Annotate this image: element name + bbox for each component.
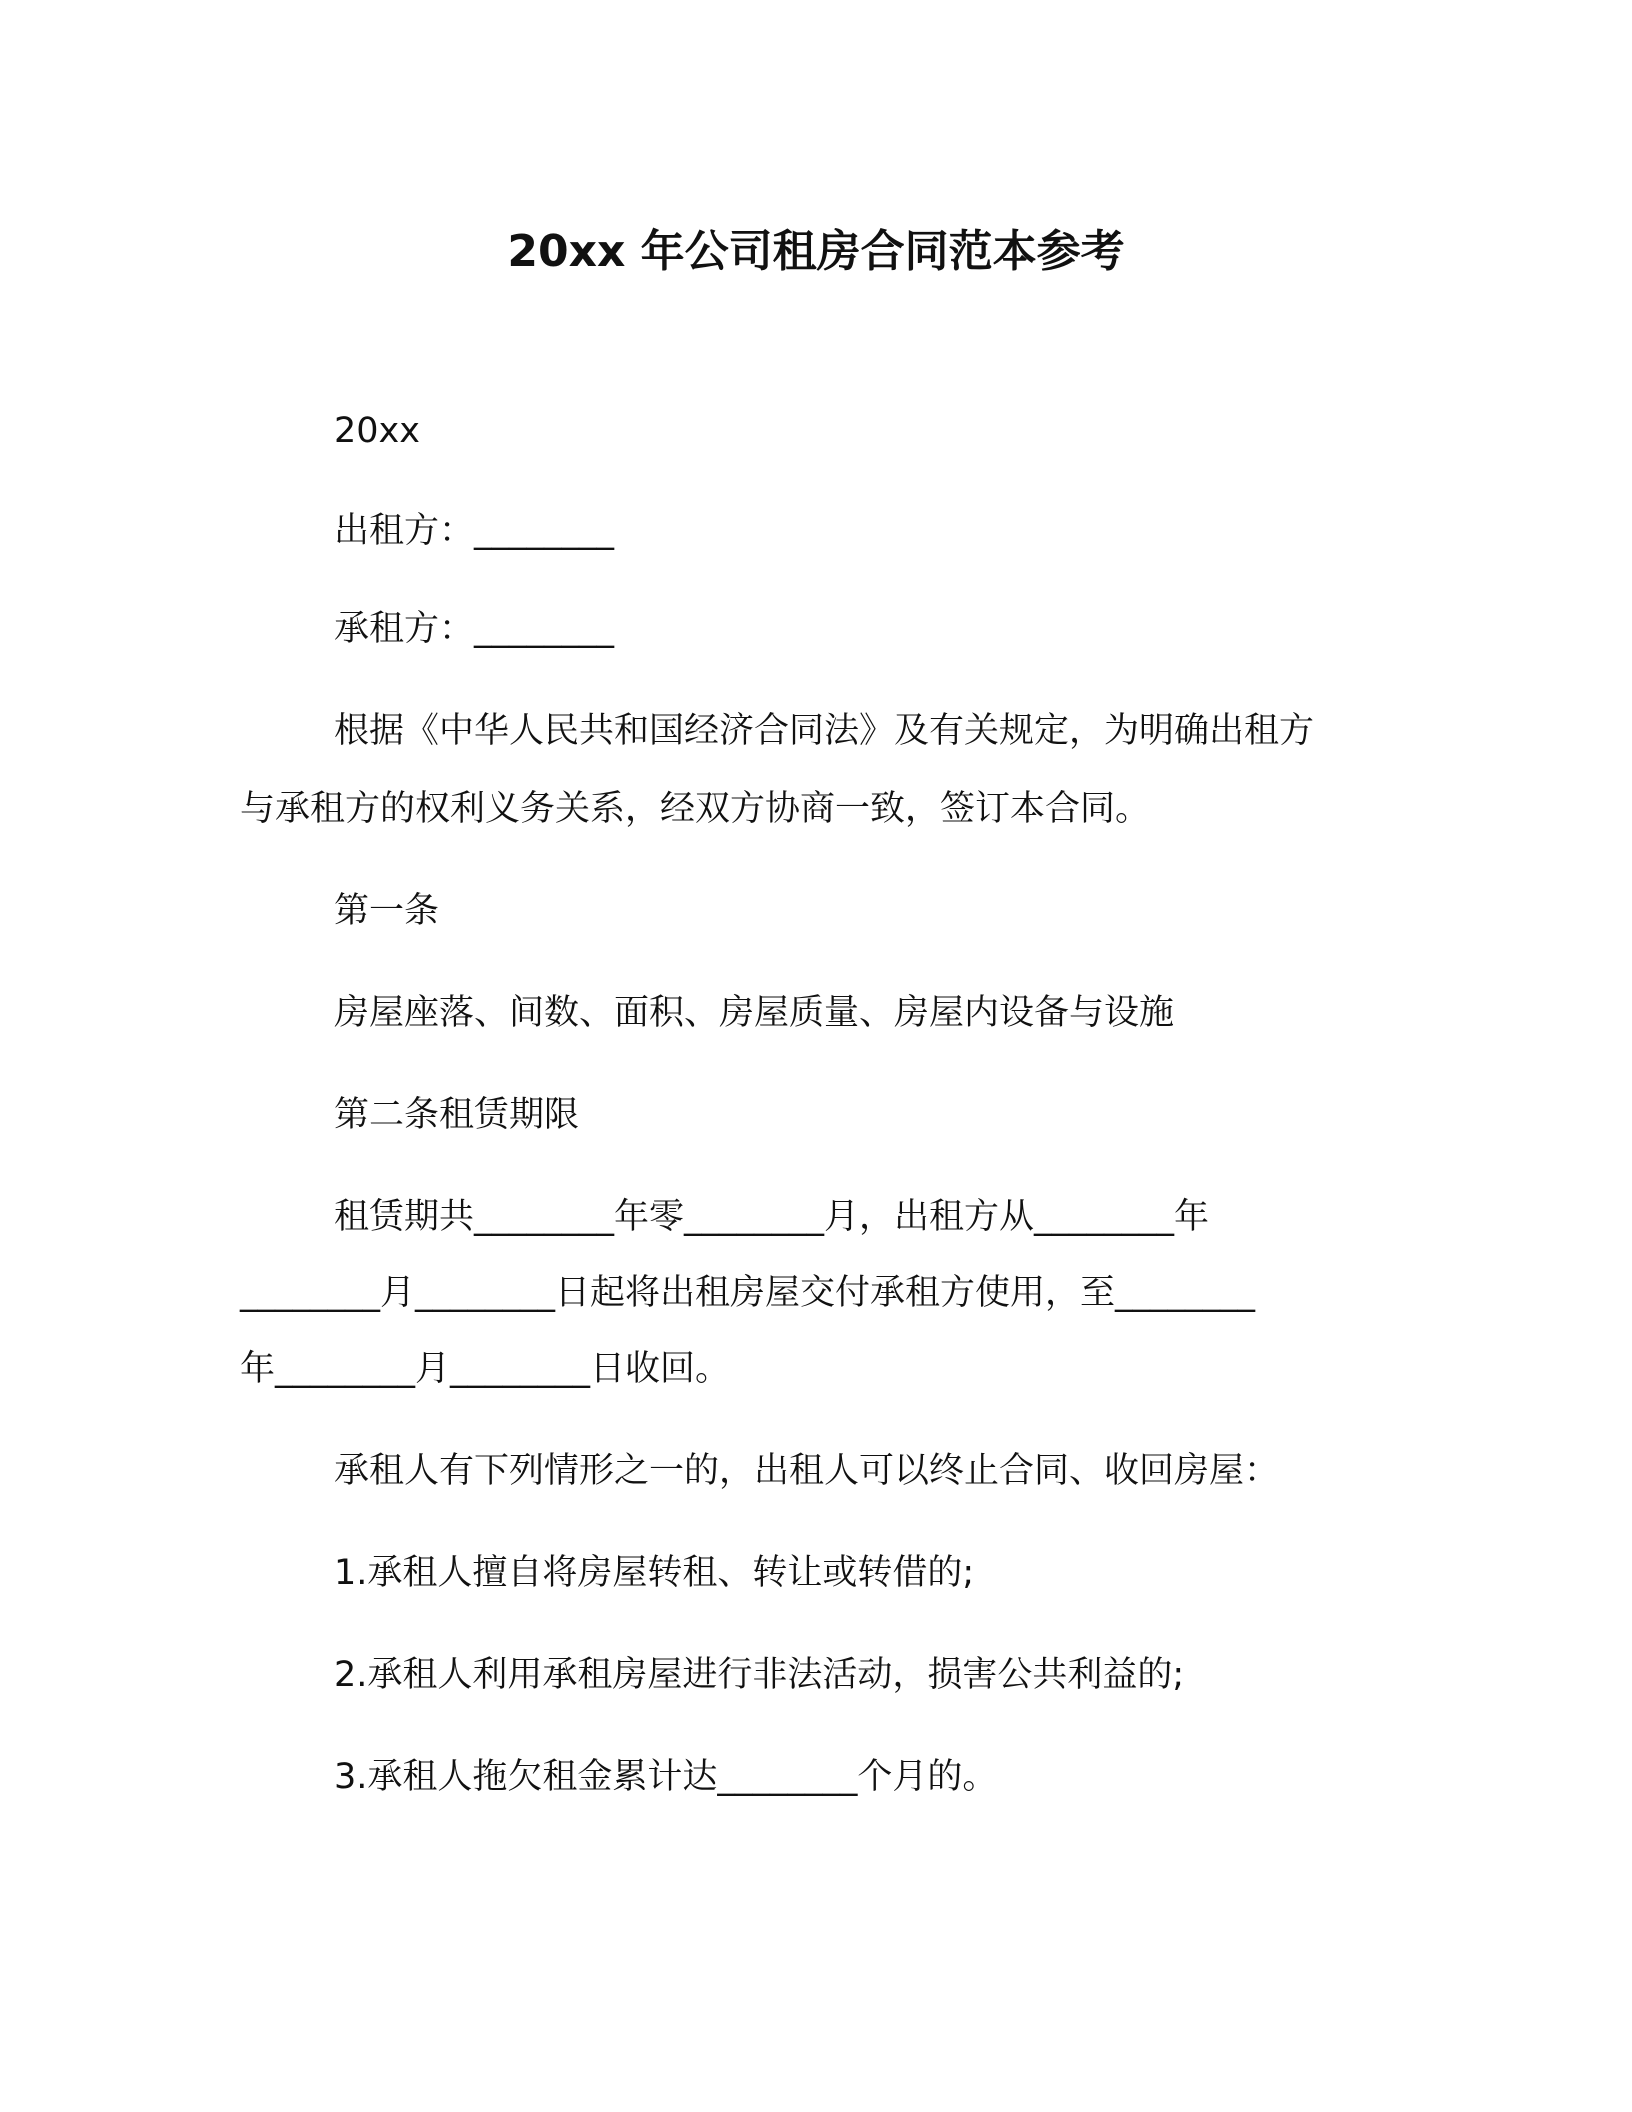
lease-term-line-3: 年________月________日收回。 [240,1349,731,1389]
lessor-line: 出租方：________ [334,511,615,551]
preamble-line-2: 与承租方的权利义务关系，经双方协商一致，签订本合同。 [240,789,1151,829]
year-line: 20xx [334,411,420,451]
termination-item-1: 1.承租人擅自将房屋转租、转让或转借的; [334,1553,975,1593]
termination-intro: 承租人有下列情形之一的，出租人可以终止合同、收回房屋： [334,1451,1280,1491]
article-one-content: 房屋座落、间数、面积、房屋质量、房屋内设备与设施 [334,993,1175,1033]
lessee-line: 承租方：________ [334,609,615,649]
lease-term-line-2: ________月________日起将出租房屋交付承租方使用，至________ [240,1273,1256,1313]
lease-term-line-1: 租赁期共________年零________月，出租方从________年 [334,1197,1210,1237]
document-title: 20xx 年公司租房合同范本参考 [507,226,1125,277]
termination-item-2: 2.承租人利用承租房屋进行非法活动，损害公共利益的; [334,1655,1185,1695]
article-one-heading: 第一条 [334,891,440,931]
article-two-heading: 第二条租赁期限 [334,1095,580,1135]
termination-item-3: 3.承租人拖欠租金累计达________个月的。 [334,1757,998,1797]
preamble-line-1: 根据《中华人民共和国经济合同法》及有关规定，为明确出租方 [334,711,1315,751]
